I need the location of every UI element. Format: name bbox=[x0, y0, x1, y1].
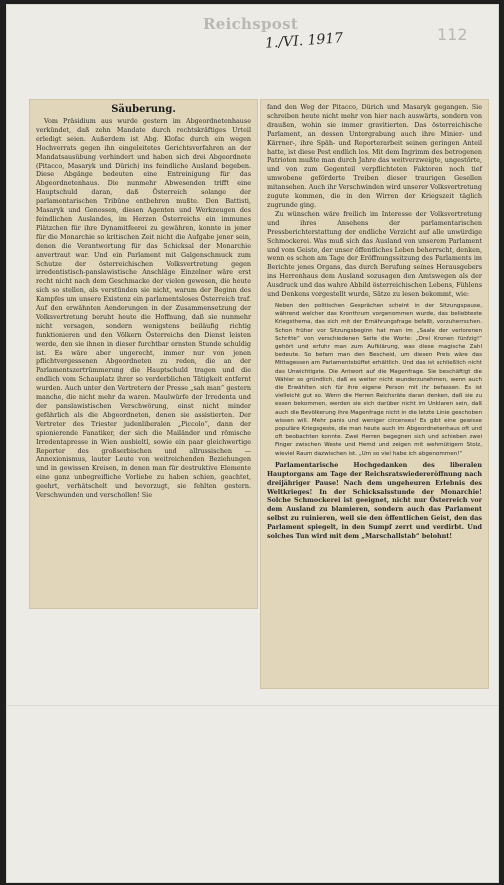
quoted-passage: Neben den politischen Gesprächen scheint in der Sitzungspause, während welcher das Kronthrum vorgenommen wurde, das beliebteste Kriegsthema, das sich mit der Ernährungsfrage befaßt, vorzuherrschen. Schon früher vor Sitzungsbeginn hat man im „Saale der verlorenen Schritte“ von verschiedenen Seite die Worte: „Drei Kronen fünfzig!“ gehört und erfuhr man zum Aufklärung, was diese magische Zahl bedeute. So befam man den Bescheid, um diesen Preis wäre das Mittagessen am Parlamentsbüffet erhältlich. Und das ist schließlich nicht das Unwichtigste. Die Antwort auf die Magenfrage. Sie beschäftigt die Wähler so gründlich, daß es weiter nicht wunderzunehmen, wenn auch die Erwählten sich für ihre eigene Person mit ihr befassen. Es ist vielleicht gut so. Wenn die Herren Reichsräte daran denken, daß sie zu essen bekommen, werden sie sich darüber nicht im Unklaren sein, daß auch die Bevölkerung ihre Magenfrage nicht in die letzte Linie geschoben wissen will. Mehr panis und weniger circenses! Es gibt eine gewisse populäre Kriegsgeste, die man heute auch im Abgeordnetenhaus oft und oft beobachten konnte. Zwei Herren begegnen sich und schieben zwei Finger zwischen Weste und Hemd und zeigen mit wehmütigem Stolz, wieviel Raum dazwischen ist. „Um so viel habe ich abgenommen!“ bbox=[275, 302, 482, 457]
article-text-right-1: fand den Weg der Pitacco, Dürich und Masaryk gegangen. Sie schreiben heute nicht mehr von hier nach auswärts, sondern von draußen, wohin sie immer gravitierten. Das österreichische Parlament, an dessen Untergrabung auch ihre Minier- und Kärrner-, ihre Späh- und Reporterarbeit seinen geringen Anteil hatte, ist diese Pest endlich los. Mit dem Ingrimm des betrogenen Patrioten mußte man durch Jahre das weitverzweigte, ungestörte, und von zum Gegenteil verpflichteten Faktoren noch tief umwobene geförderte Treiben dieser traurigen Gesellen mitansehen. Auch ihr Verschwinden wird unserer Volksvertretung zugute kommen, die in den Wirren der Kriegszeit täglich zugrunde ging. bbox=[267, 103, 482, 209]
article-headline: Säuberung. bbox=[111, 104, 176, 115]
clipping-column-right bbox=[261, 100, 488, 688]
article-text-right-3: Parlamentarische Hochgedanken des liberalen Hauptorgans am Tage der Reichsratswiedereröffnung nach dreijähriger Pause! Nach dem ungeheuren Erlebnis des Weltkrieges! In der Schicksalsstunde der Monarchie! Solche Schmockerei ist geeignet, nicht nur Österreich vor dem Ausland zu blamieren, sondern auch das Parlament selbst zu ruinieren, weil sie den öffentlichen Geist, den das Parlament spiegelt, in den Sumpf zerrt und verdirbt. Und solches Tun wird mit dem „Marschallstab“ belohnt! bbox=[267, 460, 482, 541]
handwritten-date: 1./VI. 1917 bbox=[264, 30, 344, 52]
page-number: 112 bbox=[437, 25, 468, 44]
clipping-column-left bbox=[30, 100, 257, 608]
article-text-left: Vom Präsidium aus wurde gestern im Abgeordnetenhause verkündet, daß zehn Mandate durch rechtskräftiges Urteil erledigt seien. Außerdem ist Abg. Klofac durch ein wegen Hochverrats gegen ihn eingeleitetes Gerichtsverfahren an der Mandatsausübung verhindert und haben sich drei Abgeordnete (Pitacco, Masaryk und Dürich) ins feindliche Ausland begeben. Diese Abgänge bedeuten eine Entreinigung für das Abgeordnetenhaus. Die nunmehr Abwesenden trifft eine Hauptschuld daran, daß Österreich solange der parlamentarischen Tribüne entbehren mußte. Den Battisti, Masaryk und Genossen, diesen Agenten und Werkzeugen des feindlichen Auslandes, im Herzen Österreichs ein immunes Plätzchen für ihre Dynamitfeerei zu gewähren, konnte in jener für die Monarchie so kritischen Zeit nicht die Aufgabe jener sein, denen die Verantwortung für das Schicksal der Monarchie anvertraut war. Und ein Parlament mit Galgenschmuck zum Schutze der österreichischen Volksvertretung gegen irredentistisch-panslawistische Anschläge Einzelner wäre erst recht nicht nach dem Geschmacke der vielen gewesen, die heute sich so stellen, als verstünden sie nicht, warum der Beginn des Kampfes um unsere Existenz ein parlamentsloses Österreich traf. Auf den erwähnten Aenderungen in der Zusammensetzung der Volksvertretung beruht heute die Hoffnung, daß sie nunmehr nicht versagen, sondern wenigstens beiläufig richtig funktionieren und den Völkern Österreichs den Dienst leisten werde, den sie ihnen in dieser furchtbar ernsten Stunde schuldig ist. Es wäre aber ungerecht, immer nur von jenen pflichtvergessenen Abgeordneten zu reden, die an der Parlamentszertrümmerung die Hauptschuld tragen und die endlich vom Schauplatz ihrer so verderblichen Tätigkeit entfernt wurden. Auch unter den Vertretern der Presse „sah man“ gestern manche, die nicht mehr da waren. Maulwürfe der Irredenta und der panslawistischen Verschwörung, einst nicht minder gefährlich als die Abgeordneten, denen sie assistierten. Der Vertreter des Triester judenliberalen „Piccolo“, dann der spionierende Fanatiker, der sich die Mailänder und römische Irredentapresse in Wien ausbieltl, sowie ein paar gleichwertige Reporter des großserbischen und allrussischen — Annexionismus, lauter Leute von weitreichenden Beziehungen und in gewissen Kreisen, in denen man für destruktive Elemente eine ganz unbegreifliche Vorliebe zu haben schien, geachtet, geehrt, verhätschelt und bevorzugt, sie fehlten gestern. Verschwunden und verschollen! Sie bbox=[36, 117, 251, 500]
newspaper-stamp: Reichspost bbox=[203, 15, 299, 33]
article-text-right-2: Zu wünschen wäre freilich im Interesse der Volksvertretung und ihres Ansehens der parlamentarischen Pressberichterstattung der endliche Verzicht auf alle unwürdige Schmockerei. Was muß sich das Ausland von unserem Parlament und vom Geiste, der unser öffentliches Leben beherrscht, denken, wenn es schon am Tage der Eröffnungssitzung des Parlaments im Berichte jenes Organs, das durch Berufung seines Herausgebers ins Herrenhaus dem Ausland sozusagen den Amtswegen als der Ausdruck und das wahre Abbild österreichischen Lebens, Fühlens und Denkens vorgestellt wurde, Sätze zu lesen bekommt, wie: bbox=[267, 209, 482, 299]
